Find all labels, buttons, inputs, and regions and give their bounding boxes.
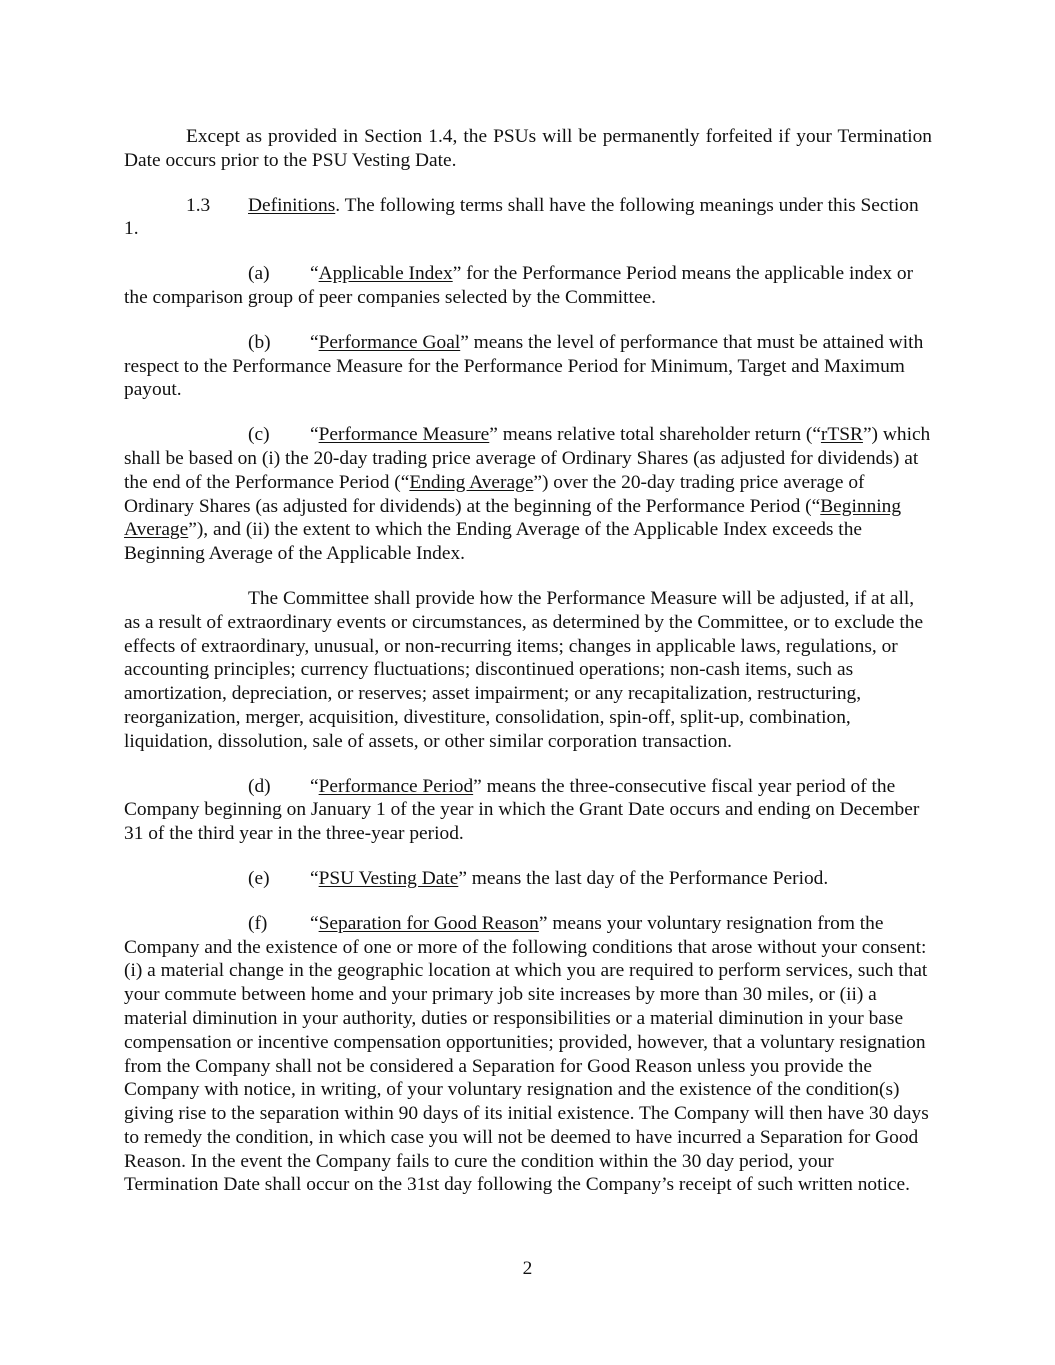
definition-text: ”) which shall be based on (i) the 20-day trading price average of Ordinary Shares (as adjusted for dividends) at the end of the Performance Period (“: [124, 424, 931, 493]
defined-term: Performance Measure: [318, 424, 490, 446]
page-number: 2: [522, 1258, 533, 1279]
section-heading: Definitions: [248, 194, 336, 216]
open-quote: “: [310, 424, 319, 446]
open-quote: “: [310, 775, 319, 797]
section-1-3: [124, 194, 932, 242]
definition-c: [124, 423, 932, 566]
definition-b: [124, 331, 932, 402]
document-page: [124, 125, 932, 1218]
definition-e: [124, 867, 932, 891]
defined-term: Separation for Good Reason: [318, 912, 539, 934]
definition-a: [124, 262, 932, 310]
defined-term: Applicable Index: [318, 263, 453, 285]
section-intro-text: . The following terms shall have the following meanings under this Section 1.: [124, 194, 919, 240]
open-quote: “: [310, 263, 319, 285]
definition-text: ” means the last day of the Performance Period.: [458, 867, 829, 889]
defined-term: Performance Goal: [318, 331, 461, 353]
definition-label: (e): [248, 867, 270, 889]
committee-paragraph: [124, 587, 932, 754]
committee-text: The Committee shall provide how the Performance Measure will be adjusted, if at all, as a result of extraordinary events or circumstances, as determined by the Committee, or to exclude the effects of extraordinary, unusual, or non-recurring items; changes in applicable laws, regulations, or accounting principles; currency fluctuations; discontinued operations; non-cash items, such as amortization, depreciation, or reserves; asset impairment; or any recapitalization, restructuring, reorganization, merger, acquisition, divestiture, consolidation, spin-off, split-up, combination, liquidation, dissolution, sale of assets, or other similar corporation transaction.: [124, 587, 924, 752]
definition-d: [124, 775, 932, 846]
defined-term-beginning-average: Beginning Average: [124, 495, 902, 541]
defined-term-rtsr: rTSR: [820, 424, 863, 446]
open-quote: “: [310, 912, 319, 934]
definition-label: (f): [248, 912, 268, 934]
definition-label: (d): [248, 775, 271, 797]
definition-text: ”) over the 20-day trading price average of Ordinary Shares (as adjusted for dividends) at the beginning of the Performance Period (“: [124, 471, 865, 517]
definition-text: ” means the level of performance that must be attained with respect to the Performance Measure for the Performance Period for Minimum, Target and Maximum payout.: [124, 331, 924, 401]
definition-text: ” for the Performance Period means the applicable index or the comparison group of peer companies selected by the Committee.: [124, 263, 914, 308]
definition-text: ”), and (ii) the extent to which the Ending Average of the Applicable Index exceeds the Beginning Average of the Applicable Index.: [124, 519, 862, 565]
definition-label: (a): [248, 263, 270, 285]
forfeiture-text: Except as provided in Section 1.4, the PSUs will be permanently forfeited if your Termination Date occurs prior to the PSU Vesting Date.: [124, 126, 932, 171]
defined-term-ending-average: Ending Average: [409, 471, 534, 493]
defined-term: Performance Period: [318, 775, 474, 797]
open-quote: “: [310, 331, 319, 353]
section-number: 1.3: [186, 194, 211, 216]
forfeiture-paragraph: [124, 125, 932, 173]
open-quote: “: [310, 867, 319, 889]
defined-term: PSU Vesting Date: [318, 867, 459, 889]
definition-label: (c): [248, 424, 270, 446]
definition-text: ” means relative total shareholder return (“: [489, 424, 821, 446]
definition-text: ” means the three-consecutive fiscal year period of the Company beginning on January 1 of the year in which the Grant Date occurs and ending on December 31 of the third year in the three-year period.: [124, 775, 920, 845]
definition-text: ” means your voluntary resignation from the Company and the existence of one or more of the following conditions that arose without your consent: (i) a material change in the geographic location at which you are required to perform services, such that your commute between home and your primary job site increases by more than 30 miles, or (ii) a material diminution in your authority, duties or responsibilities or a material diminution in your base compensation or incentive compensation opportunities; provided, however, that a voluntary resignation from the Company shall not be considered a Separation for Good Reason unless you provide the Company with notice, in writing, of your voluntary resignation and the existence of the condition(s) giving rise to the separation within 90 days of its initial existence. The Company will then have 30 days to remedy the condition, in which case you will not be deemed to have incurred a Separation for Good Reason. In the event the Company fails to cure the condition within the 30 day period, your Termination Date shall occur on the 31st day following the Company’s receipt of such written notice.: [124, 912, 929, 1196]
definition-label: (b): [248, 331, 271, 353]
definition-f: [124, 912, 932, 1198]
